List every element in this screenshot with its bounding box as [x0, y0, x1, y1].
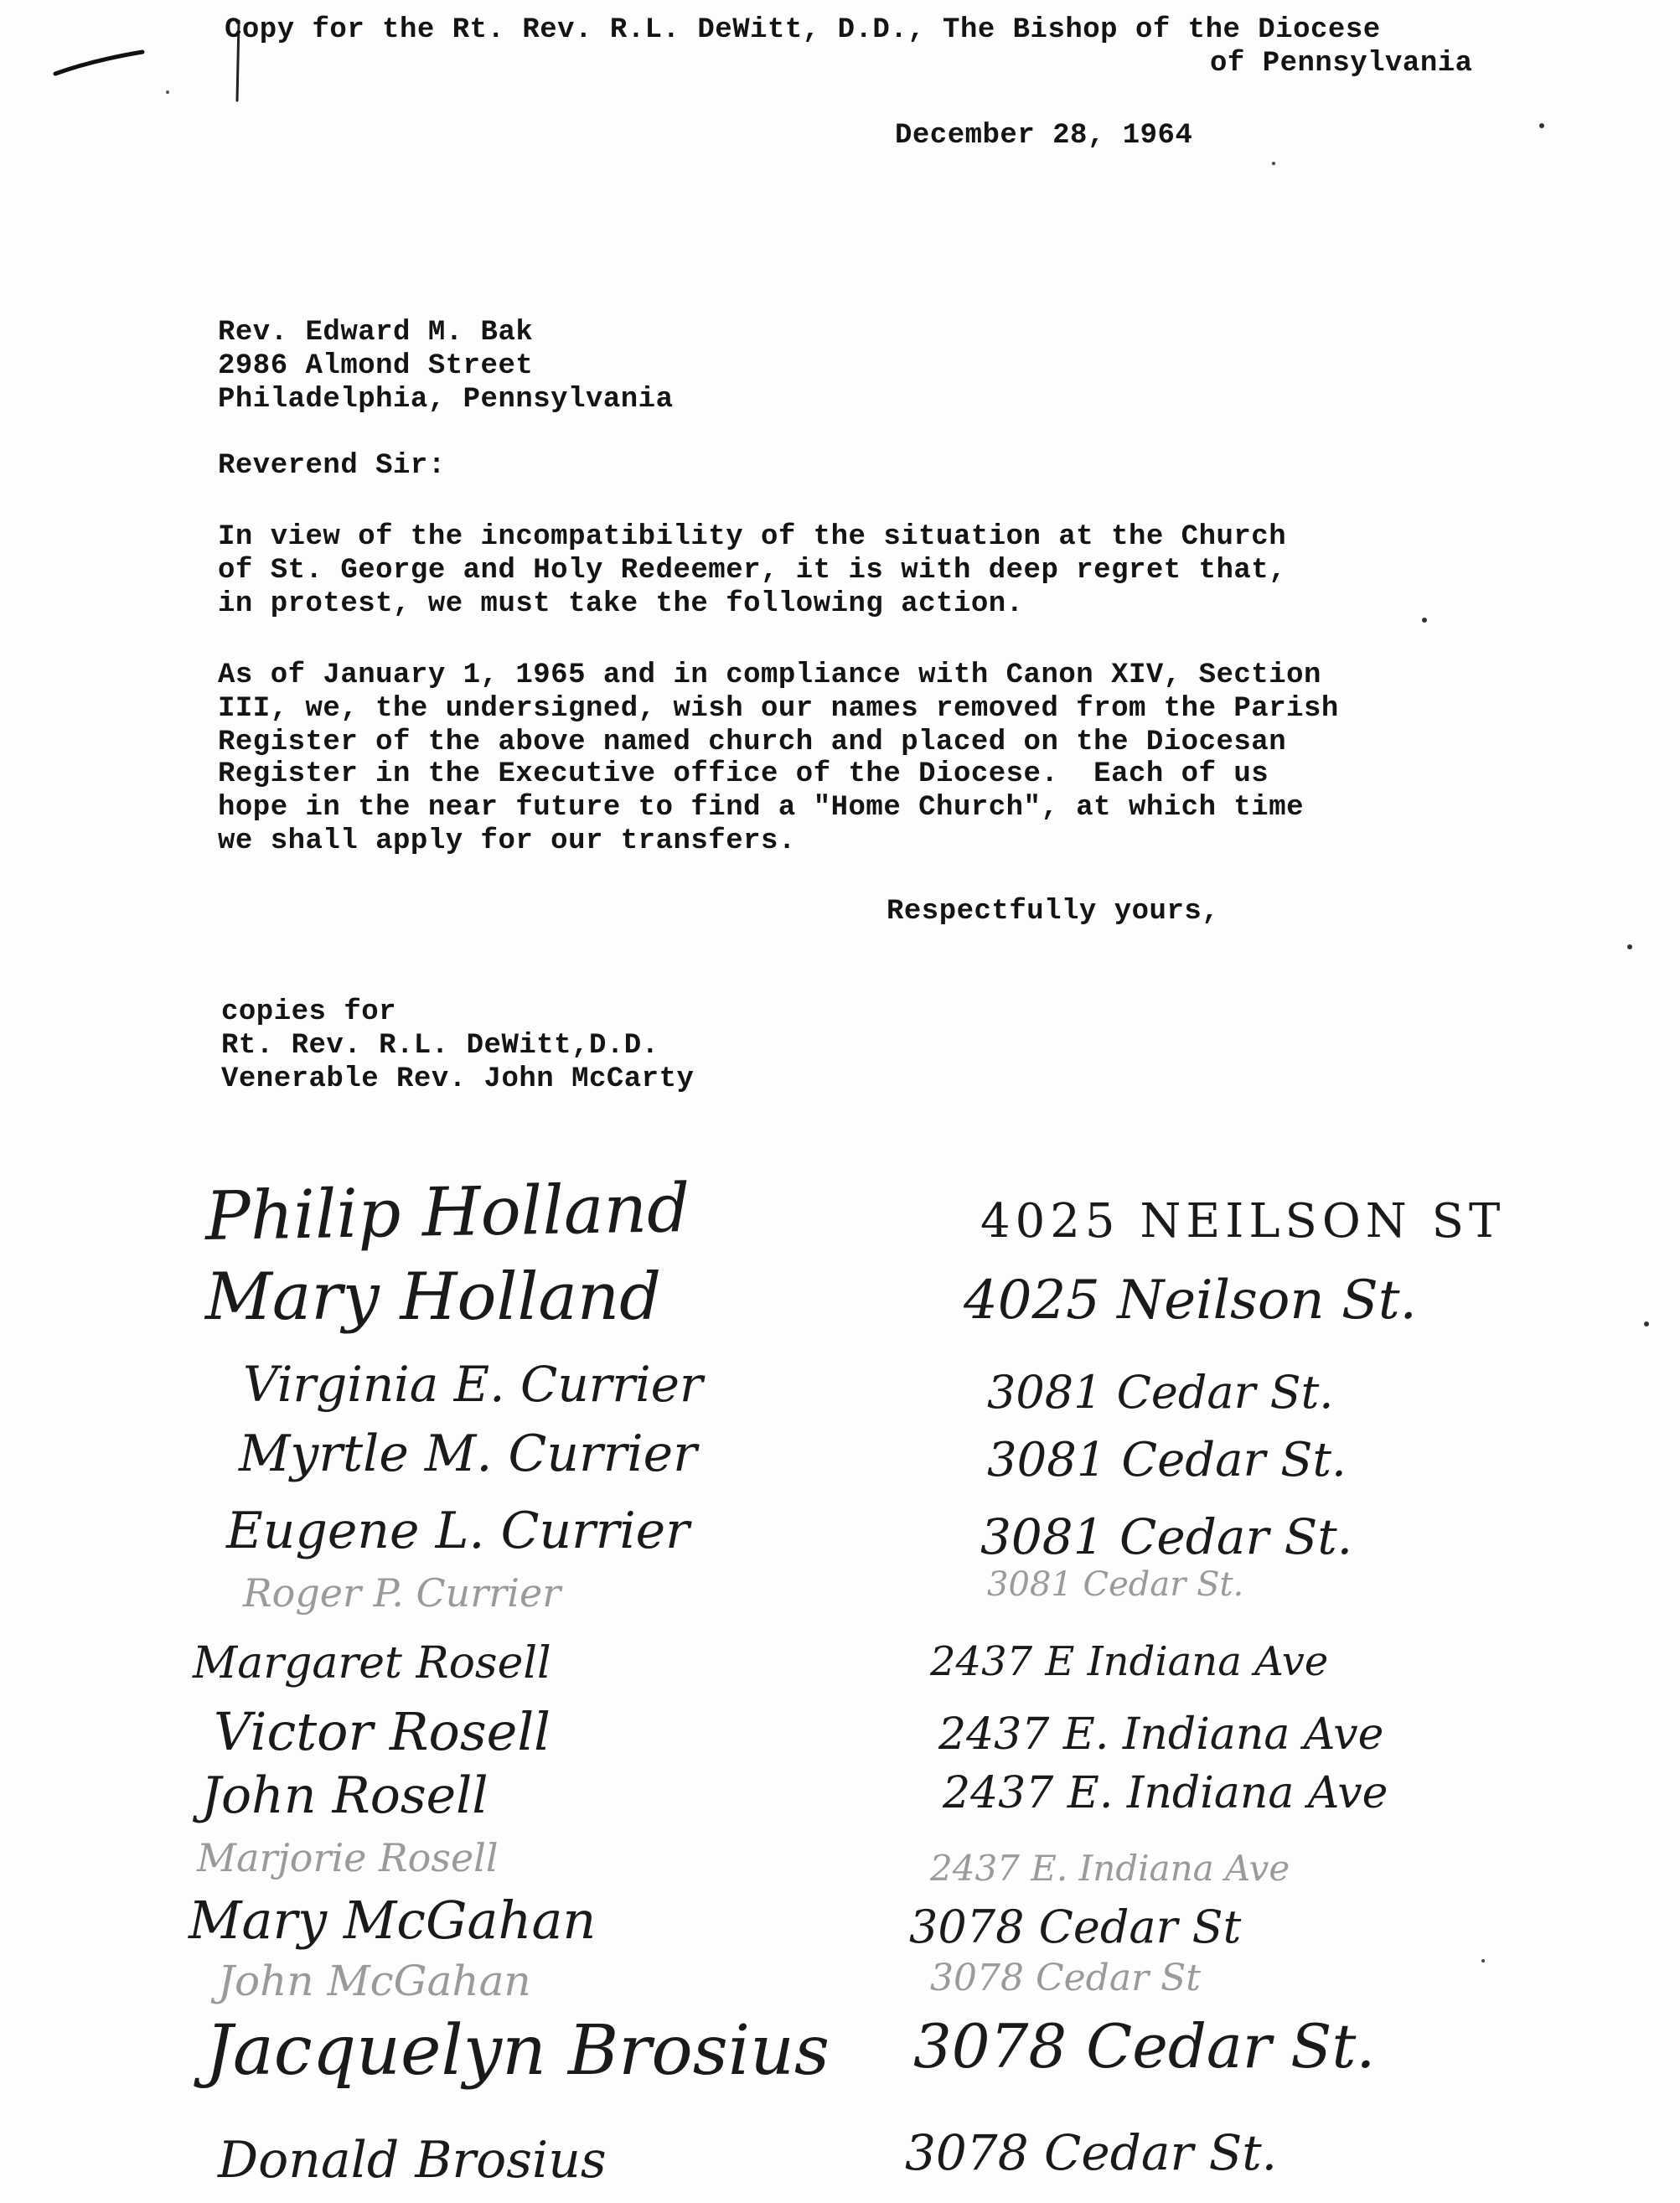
signature-address: 3078 Cedar St.	[913, 2011, 1376, 2081]
signature-name: Victor Rosell	[214, 1701, 551, 1762]
signature-name: Marjorie Rosell	[197, 1835, 499, 1880]
signature-name: John Rosell	[201, 1766, 488, 1825]
recipient-street: 2986 Almond Street	[218, 350, 534, 382]
signature-name: Roger P. Currier	[243, 1570, 561, 1616]
signature-name: Philip Holland	[204, 1168, 691, 1256]
signature-address: 3078 Cedar St	[930, 1957, 1201, 1999]
closing: Respectfully yours,	[887, 896, 1220, 928]
body-paragraph-2-line-3: Register of the above named church and placed on the Diocesan	[218, 727, 1287, 758]
copy-header-line-2: of Pennsylvania	[1210, 48, 1473, 80]
signature-name: Donald Brosius	[218, 2131, 607, 2190]
signature-address: 4025 Neilson St.	[964, 1270, 1417, 1332]
signature-name: Mary McGahan	[189, 1890, 597, 1951]
body-paragraph-2-line-4: Register in the Executive office of the Diocese. Each of us	[218, 758, 1269, 790]
copies-recipient-2: Venerable Rev. John McCarty	[221, 1063, 695, 1095]
recipient-name: Rev. Edward M. Bak	[218, 317, 534, 349]
signature-name: Mary Holland	[205, 1259, 662, 1335]
signature-name: Eugene L. Currier	[226, 1502, 690, 1560]
copies-recipient-1: Rt. Rev. R.L. DeWitt,D.D.	[221, 1030, 659, 1062]
signature-address: 2437 E. Indiana Ave	[943, 1768, 1388, 1818]
copies-heading: copies for	[221, 996, 397, 1028]
body-paragraph-2-line-5: hope in the near future to find a "Home Church", at which time	[218, 792, 1305, 824]
signature-name: Margaret Rosell	[193, 1638, 551, 1688]
body-paragraph-1-line-1: In view of the incompatibility of the situation at the Church	[218, 521, 1287, 553]
body-paragraph-2-line-1: As of January 1, 1965 and in compliance with Canon XIV, Section	[218, 659, 1321, 691]
salutation: Reverend Sir:	[218, 450, 446, 482]
signature-address: 3078 Cedar St	[909, 1900, 1242, 1953]
signature-address: 2437 E. Indiana Ave	[930, 1848, 1290, 1889]
recipient-city: Philadelphia, Pennsylvania	[218, 384, 674, 416]
signature-address: 4025 NEILSON ST	[980, 1194, 1506, 1249]
signature-address: 3081 Cedar St.	[987, 1433, 1347, 1487]
signature-name: Jacquelyn Brosius	[205, 2011, 830, 2091]
signature-address: 3081 Cedar St.	[980, 1508, 1353, 1565]
body-paragraph-1-line-3: in protest, we must take the following action.	[218, 588, 1024, 620]
body-paragraph-1-line-2: of St. George and Holy Redeemer, it is with deep regret that,	[218, 555, 1287, 587]
signature-address: 2437 E. Indiana Ave	[938, 1709, 1384, 1760]
signature-address: 2437 E Indiana Ave	[930, 1638, 1329, 1685]
letter-date: December 28, 1964	[895, 120, 1193, 152]
copy-header-line-1: Copy for the Rt. Rev. R.L. DeWitt, D.D., The Bishop of the Diocese	[225, 14, 1381, 46]
signature-address: 3081 Cedar St.	[987, 1366, 1334, 1419]
signature-name: Myrtle M. Currier	[239, 1425, 697, 1483]
signature-address: 3078 Cedar St.	[905, 2124, 1278, 2181]
signature-name: John McGahan	[218, 1957, 531, 2005]
signature-address: 3081 Cedar St.	[987, 1565, 1244, 1604]
body-paragraph-2-line-2: III, we, the undersigned, wish our names removed from the Parish	[218, 693, 1339, 725]
body-paragraph-2-line-6: we shall apply for our transfers.	[218, 825, 796, 857]
signature-name: Virginia E. Currier	[243, 1356, 703, 1413]
